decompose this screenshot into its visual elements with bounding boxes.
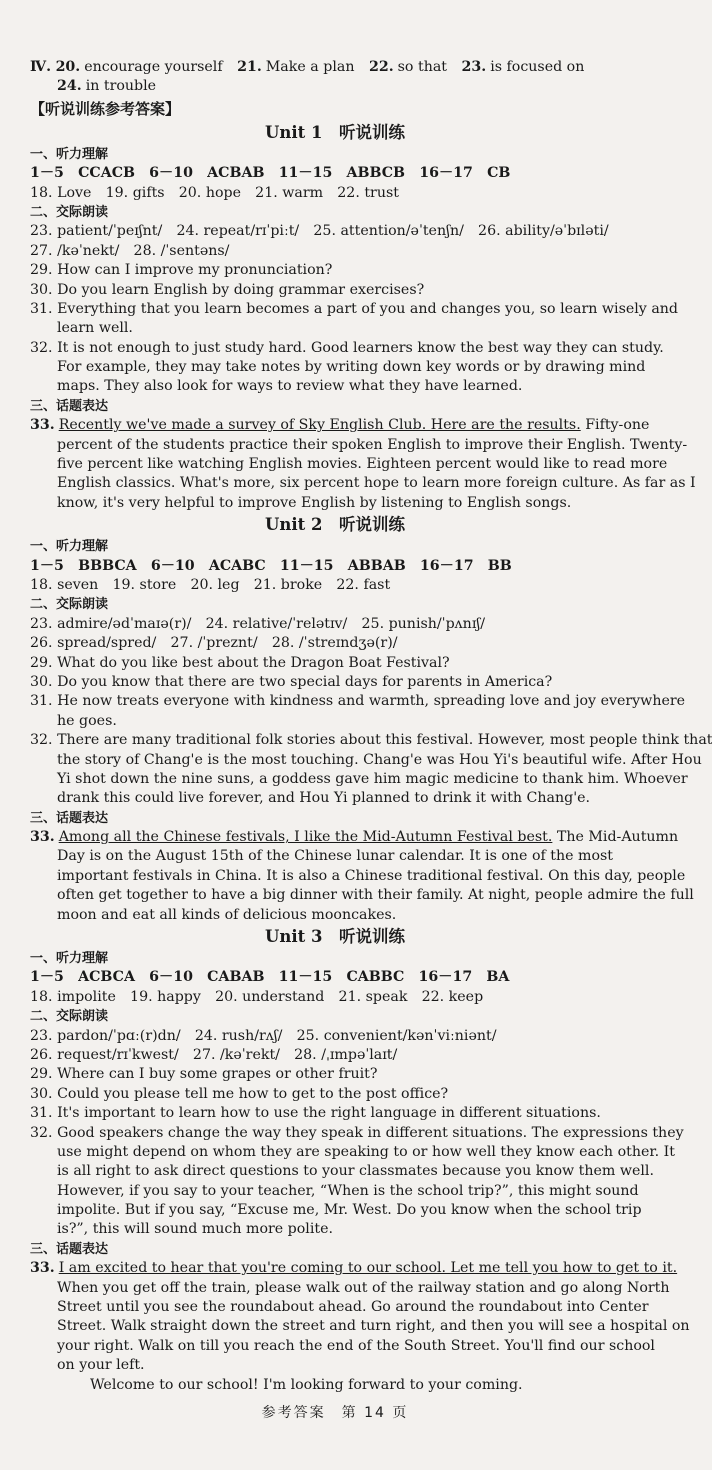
phonetics-line: 23. patient/ˈpeɪʃnt/ 24. repeat/rɪˈpiːt/ 25. attention/əˈtenʃn/ 26. ability/əˈbɪləti/ <box>30 223 609 240</box>
answer-33: 33. I am excited to hear that you're coming to our school. Let me tell you how to get to it. <box>30 1260 678 1277</box>
listening-heading: 一、听力理解 <box>30 951 109 967</box>
topic-heading: 三、话题表达 <box>30 398 109 414</box>
answer-text: is focused on <box>490 59 585 75</box>
phonetics-line: 26. request/rɪˈkwest/ 27. /kəˈrekt/ 28. /ˌɪmpəˈlaɪt/ <box>30 1046 398 1063</box>
answer-page <box>30 58 712 1395</box>
fill-answers: 18. Love 19. gifts 20. hope 21. warm 22. trust <box>30 184 399 201</box>
answer-text: so that <box>397 59 447 75</box>
unit-title: Unit 3 听说训练 <box>264 927 405 947</box>
topic-heading: 三、话题表达 <box>30 1241 109 1257</box>
answer-29: 29. What do you like best about the Dragon Boat Festival? <box>30 654 450 671</box>
answer-33-cont: important festivals in China. It is also a Chinese traditional festival. On this day, people <box>57 867 686 884</box>
answer-32-cont: drank this could live forever, and Hou Yi planned to drink it with Chang'e. <box>57 790 591 807</box>
answer-33: 33. Recently we've made a survey of Sky English Club. Here are the results. Fifty-one <box>30 417 650 434</box>
answer-33-cont: moon and eat all kinds of delicious mooncakes. <box>57 906 397 923</box>
reading-heading: 二、交际朗读 <box>30 1009 109 1025</box>
answer-number: 21. <box>237 59 262 75</box>
answer-number: 24. <box>57 78 82 95</box>
answer-32: 32. It is not enough to just study hard. Good learners know the best way they can study. <box>30 339 664 356</box>
answer-32-cont: For example, they may take notes by writing down key words or by drawing mind <box>57 359 646 376</box>
answer-text: encourage yourself <box>84 59 223 75</box>
answer-33-cont: know, it's very helpful to improve English by listening to English songs. <box>57 494 572 511</box>
topic-sentence: I am excited to hear that you're coming to our school. Let me tell you how to get to it. <box>58 1260 678 1277</box>
answer-33-cont: Street. Walk straight down the street and turn right, and then you will see a hospital on <box>57 1318 690 1335</box>
answer-33-closing: Welcome to our school! I'm looking forward to your coming. <box>90 1376 523 1393</box>
section-title: 【听说训练参考答案】 <box>30 99 181 118</box>
answer-33-cont: Day is on the August 15th of the Chinese lunar calendar. It is one of the most <box>57 848 613 865</box>
answer-text: Fifty-one <box>580 417 650 434</box>
answer-33-cont: your right. Walk on till you reach the end of the South Street. You'll find our school <box>57 1337 655 1354</box>
phonetics-line: 23. pardon/ˈpɑː(r)dn/ 24. rush/rʌʃ/ 25. convenient/kənˈviːniənt/ <box>30 1027 497 1044</box>
phonetics-line: 23. admire/ədˈmaɪə(r)/ 24. relative/ˈrelətɪv/ 25. punish/ˈpʌnɪʃ/ <box>30 615 485 632</box>
listening-heading: 一、听力理解 <box>30 539 109 555</box>
answer-33: 33. Among all the Chinese festivals, I like the Mid-Autumn Festival best. The Mid-Autumn <box>30 829 679 846</box>
answer-number: 22. <box>368 59 394 75</box>
iv-answers-line-2 <box>30 77 640 96</box>
answer-32-cont: However, if you say to your teacher, “When is the school trip?”, this might sound <box>57 1182 639 1199</box>
answer-text: The Mid-Autumn <box>552 829 679 846</box>
answer-29: 29. How can I improve my pronunciation? <box>30 262 333 279</box>
answer-32: 32. Good speakers change the way they speak in different situations. The expressions they <box>30 1124 684 1141</box>
answer-33-cont: Street until you see the roundabout ahead. Go around the roundabout into Center <box>57 1299 649 1316</box>
answer-31: 31. He now treats everyone with kindness and warmth, spreading love and joy everywhere <box>30 693 686 710</box>
answer-33-cont: percent of the students practice their spoken English to improve their English. Twenty- <box>57 436 688 453</box>
topic-sentence: Recently we've made a survey of Sky English Club. Here are the results. <box>58 417 581 434</box>
answer-33-cont: on your left. <box>57 1357 145 1374</box>
unit-title: Unit 2 听说训练 <box>264 515 405 535</box>
answer-31: 31. It's important to learn how to use the right language in different situations. <box>30 1105 601 1122</box>
answer-30: 30. Do you know that there are two special days for parents in America? <box>30 673 553 690</box>
topic-heading: 三、话题表达 <box>30 810 109 826</box>
reading-heading: 二、交际朗读 <box>30 204 109 220</box>
iv-answers-line <box>30 58 640 77</box>
unit-title: Unit 1 听说训练 <box>264 122 405 142</box>
answer-32-cont: the story of Chang'e is the most touching. Chang'e was Hou Yi's beautiful wife. After Hou <box>57 751 702 768</box>
answer-30: 30. Could you please tell me how to get to the post office? <box>30 1085 449 1102</box>
fill-answers: 18. impolite 19. happy 20. understand 21. speak 22. keep <box>30 988 484 1005</box>
answer-31-cont: he goes. <box>57 712 117 729</box>
phonetics-line: 26. spread/spred/ 27. /ˈpreznt/ 28. /ˈstreɪndʒə(r)/ <box>30 635 398 652</box>
answer-text: in trouble <box>85 78 157 95</box>
multiple-choice-answers: 1－5 ACBCA 6－10 CABAB 11－15 CABBC 16－17 BA <box>30 969 510 986</box>
answer-32-cont: Yi shot down the nine suns, a goddess gave him magic medicine to thank him. Whoever <box>57 770 688 787</box>
answer-33-cont: often get together to have a big dinner with their family. At night, people admire the full <box>57 887 694 904</box>
roman-numeral: Ⅳ. <box>30 59 52 75</box>
answer-32-cont: is all right to ask direct questions to your classmates because you know them well. <box>57 1163 654 1180</box>
answer-31: 31. Everything that you learn becomes a part of you and changes you, so learn wisely and <box>30 300 678 317</box>
answer-31-cont: learn well. <box>57 320 133 337</box>
answer-32-cont: use might depend on whom they are speaking to or how well they know each other. It <box>57 1143 675 1160</box>
reading-heading: 二、交际朗读 <box>30 597 109 613</box>
fill-answers: 18. seven 19. store 20. leg 21. broke 22. fast <box>30 576 391 593</box>
answer-33-cont: When you get off the train, please walk out of the railway station and go along North <box>57 1279 670 1296</box>
topic-sentence: Among all the Chinese festivals, I like the Mid-Autumn Festival best. <box>58 829 553 846</box>
answer-33-cont: five percent like watching English movies. Eighteen percent would like to read more <box>57 456 668 473</box>
answer-33-cont: English classics. What's more, six percent hope to learn more foreign culture. As far as I <box>57 475 696 492</box>
answer-number: 20. <box>55 59 81 75</box>
answer-number: 23. <box>461 59 487 75</box>
page-footer: 参考答案 第 14 页 <box>261 1405 409 1421</box>
answer-32-cont: impolite. But if you say, “Excuse me, Mr. West. Do you know when the school trip <box>57 1202 642 1219</box>
answer-32-cont: is?”, this will sound much more polite. <box>57 1221 333 1238</box>
answer-32-cont: maps. They also look for ways to review what they have learned. <box>57 378 523 395</box>
phonetics-line: 27. /kəˈnekt/ 28. /ˈsentəns/ <box>30 242 230 259</box>
listening-heading: 一、听力理解 <box>30 146 109 162</box>
answer-30: 30. Do you learn English by doing grammar exercises? <box>30 281 425 298</box>
answer-text: Make a plan <box>265 59 355 75</box>
multiple-choice-answers: 1－5 BBBCA 6－10 ACABC 11－15 ABBAB 16－17 BB <box>30 557 512 574</box>
answer-32: 32. There are many traditional folk stories about this festival. However, most people think that <box>30 732 712 749</box>
multiple-choice-answers: 1－5 CCACB 6－10 ACBAB 11－15 ABBCB 16－17 CB <box>30 165 511 182</box>
answer-29: 29. Where can I buy some grapes or other fruit? <box>30 1066 378 1083</box>
